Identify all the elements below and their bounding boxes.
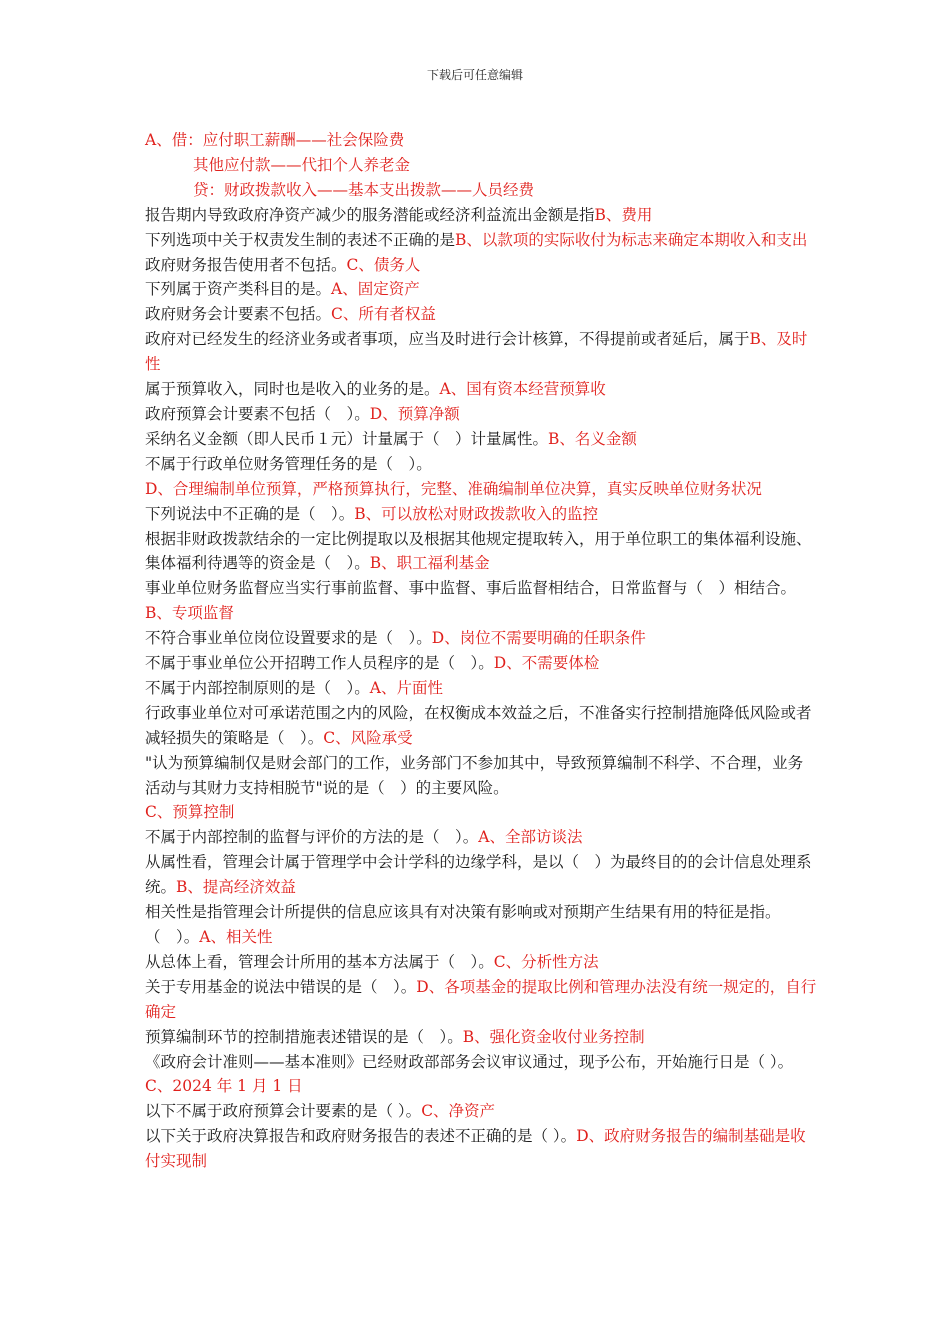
question-item bbox=[145, 676, 817, 701]
answer-text: B、职工福利基金 bbox=[369, 554, 490, 573]
question-text: 不属于内部控制的监督与评价的方法的是（ ）。 bbox=[145, 828, 479, 847]
answer-text: D、各项基金的提取比例和管理办法没有统一规定的，自行确定 bbox=[145, 977, 817, 1021]
question-item bbox=[145, 900, 817, 950]
page-header: 下载后可任意编辑 bbox=[426, 68, 523, 82]
question-text: 《政府会计准则——基本准则》已经财政部部务会议审议通过，现予公布，开始施行日是（ ）。 bbox=[145, 1052, 794, 1071]
answer-text: C、预算控制 bbox=[145, 803, 235, 822]
answer-text: C、所有者权益 bbox=[331, 305, 436, 324]
question-item bbox=[145, 1124, 817, 1174]
question-text: 不符合事业单位岗位设置要求的是（ ）。 bbox=[145, 629, 432, 648]
answer-text: B、费用 bbox=[594, 205, 653, 224]
answer-text: A、全部访谈法 bbox=[478, 828, 583, 847]
answer-text: D、政府财务报告的编制基础是收付实现制 bbox=[145, 1127, 806, 1171]
answer-text: A、片面性 bbox=[369, 678, 443, 697]
question-item bbox=[145, 327, 817, 377]
answer-text: B、以款项的实际收付为标志来确定本期收入和支出 bbox=[455, 230, 808, 249]
question-text: 以下不属于政府预算会计要素的是（ ）。 bbox=[145, 1102, 422, 1121]
answer-text: B、提高经济效益 bbox=[176, 878, 296, 897]
question-text: 相关性是指管理会计所提供的信息应该具有对决策有影响或对预期产生结果有用的特征是指。（ ）。 bbox=[145, 903, 781, 946]
question-item bbox=[145, 477, 817, 502]
question-item bbox=[145, 1050, 817, 1100]
question-item bbox=[145, 452, 817, 477]
question-item bbox=[145, 751, 817, 801]
answer-text: D、预算净额 bbox=[369, 404, 460, 423]
question-text: 报告期内导致政府净资产减少的服务潜能或经济利益流出金额是指 bbox=[145, 205, 595, 224]
answer-text: B、可以放松对财政拨款收入的监控 bbox=[354, 504, 599, 523]
question-text: 政府预算会计要素不包括（ ）。 bbox=[145, 404, 370, 423]
question-item bbox=[145, 1025, 817, 1050]
answer-text: B、强化资金收付业务控制 bbox=[462, 1027, 645, 1046]
answer-text: B、专项监督 bbox=[145, 604, 234, 623]
question-item bbox=[145, 800, 817, 825]
answer-text: C、分析性方法 bbox=[493, 952, 599, 971]
document-body bbox=[145, 128, 817, 1174]
question-text: "认为预算编制仅是财会部门的工作，业务部门不参加其中，导致预算编制不科学、不合理，业务活动与其财力支持相脱节"说的是（ ）的主要风险。 bbox=[145, 753, 804, 797]
answer-text: C、债务人 bbox=[346, 255, 421, 274]
question-item bbox=[145, 302, 817, 327]
question-text: 从属性看，管理会计属于管理学中会计学科的边缘学科，是以（ ）为最终目的的会计信息处理系统。 bbox=[145, 853, 812, 897]
question-item bbox=[145, 253, 817, 278]
question-item bbox=[145, 277, 817, 302]
question-text: 从总体上看，管理会计所用的基本方法属于（ ）。 bbox=[145, 952, 494, 971]
question-item bbox=[145, 502, 817, 527]
question-text: 预算编制环节的控制措施表述错误的是（ ）。 bbox=[145, 1027, 463, 1046]
question-item bbox=[145, 203, 817, 228]
answer-text: C、2024 年 1 月 1 日 bbox=[145, 1077, 303, 1096]
journal-entry-line: 其他应付款——代扣个人养老金 bbox=[193, 155, 411, 174]
answer-text: D、不需要体检 bbox=[493, 654, 600, 673]
question-item bbox=[145, 1099, 817, 1124]
question-text: 根据非财政拨款结余的一定比例提取以及根据其他规定提取转入，用于单位职工的集体福利设施、集体福利待遇等的资金是（ ）。 bbox=[145, 529, 812, 573]
question-item bbox=[145, 850, 817, 900]
answer-text: D、合理编制单位预算，严格预算执行，完整、准确编制单位决算，真实反映单位财务状况 bbox=[145, 479, 762, 498]
question-item bbox=[145, 527, 817, 577]
journal-entry-line: A、借：应付职工薪酬——社会保险费 bbox=[145, 131, 405, 149]
question-item bbox=[145, 427, 817, 452]
question-text: 政府对已经发生的经济业务或者事项，应当及时进行会计核算，不得提前或者延后，属于 bbox=[145, 330, 750, 349]
question-text: 关于专用基金的说法中错误的是（ ）。 bbox=[145, 977, 417, 996]
question-text: 采纳名义金额（即人民币１元）计量属于（ ）计量属性。 bbox=[145, 429, 549, 448]
question-text: 不属于事业单位公开招聘工作人员程序的是（ ）。 bbox=[145, 654, 494, 673]
question-text: 属于预算收入，同时也是收入的业务的是。 bbox=[145, 380, 440, 399]
answer-text: A、国有资本经营预算收 bbox=[439, 380, 606, 399]
question-item bbox=[145, 825, 817, 850]
question-item bbox=[145, 377, 817, 402]
question-text: 不属于内部控制原则的是（ ）。 bbox=[145, 678, 370, 697]
question-text: 下列属于资产类科目的是。 bbox=[145, 280, 332, 299]
question-text: 下列选项中关于权责发生制的表述不正确的是 bbox=[145, 230, 456, 249]
question-text: 以下关于政府决算报告和政府财务报告的表述不正确的是（ ）。 bbox=[145, 1127, 577, 1146]
question-item bbox=[145, 950, 817, 975]
question-text: 不属于行政单位财务管理任务的是（ ）。 bbox=[145, 454, 432, 473]
journal-entry-line: 贷：财政拨款收入——基本支出拨款——人员经费 bbox=[193, 180, 535, 199]
question-item bbox=[145, 402, 817, 427]
question-text: 下列说法中不正确的是（ ）。 bbox=[145, 504, 355, 523]
question-item bbox=[145, 975, 817, 1025]
question-text: 政府财务报告使用者不包括。 bbox=[145, 255, 347, 274]
answer-text: A、相关性 bbox=[199, 928, 273, 946]
answer-text: C、风险承受 bbox=[323, 728, 413, 747]
question-item bbox=[145, 228, 817, 253]
answer-text: B、名义金额 bbox=[548, 429, 637, 448]
question-text: 事业单位财务监督应当实行事前监督、事中监督、事后监督相结合，日常监督与（ ）相结合。 bbox=[145, 579, 797, 598]
answer-text: A、固定资产 bbox=[331, 280, 420, 299]
question-item bbox=[145, 576, 817, 626]
question-list bbox=[145, 203, 817, 1174]
answer-text: B、及时性 bbox=[145, 330, 808, 374]
question-item bbox=[145, 626, 817, 651]
answer-text: C、净资产 bbox=[421, 1102, 496, 1121]
answer-text: D、岗位不需要明确的任职条件 bbox=[431, 629, 646, 648]
question-text: 行政事业单位对可承诺范围之内的风险，在权衡成本效益之后，不准备实行控制措施降低风险或者减轻损失的策略是（ ）。 bbox=[145, 703, 812, 747]
question-item bbox=[145, 651, 817, 676]
question-item bbox=[145, 701, 817, 751]
question-text: 政府财务会计要素不包括。 bbox=[145, 305, 332, 324]
